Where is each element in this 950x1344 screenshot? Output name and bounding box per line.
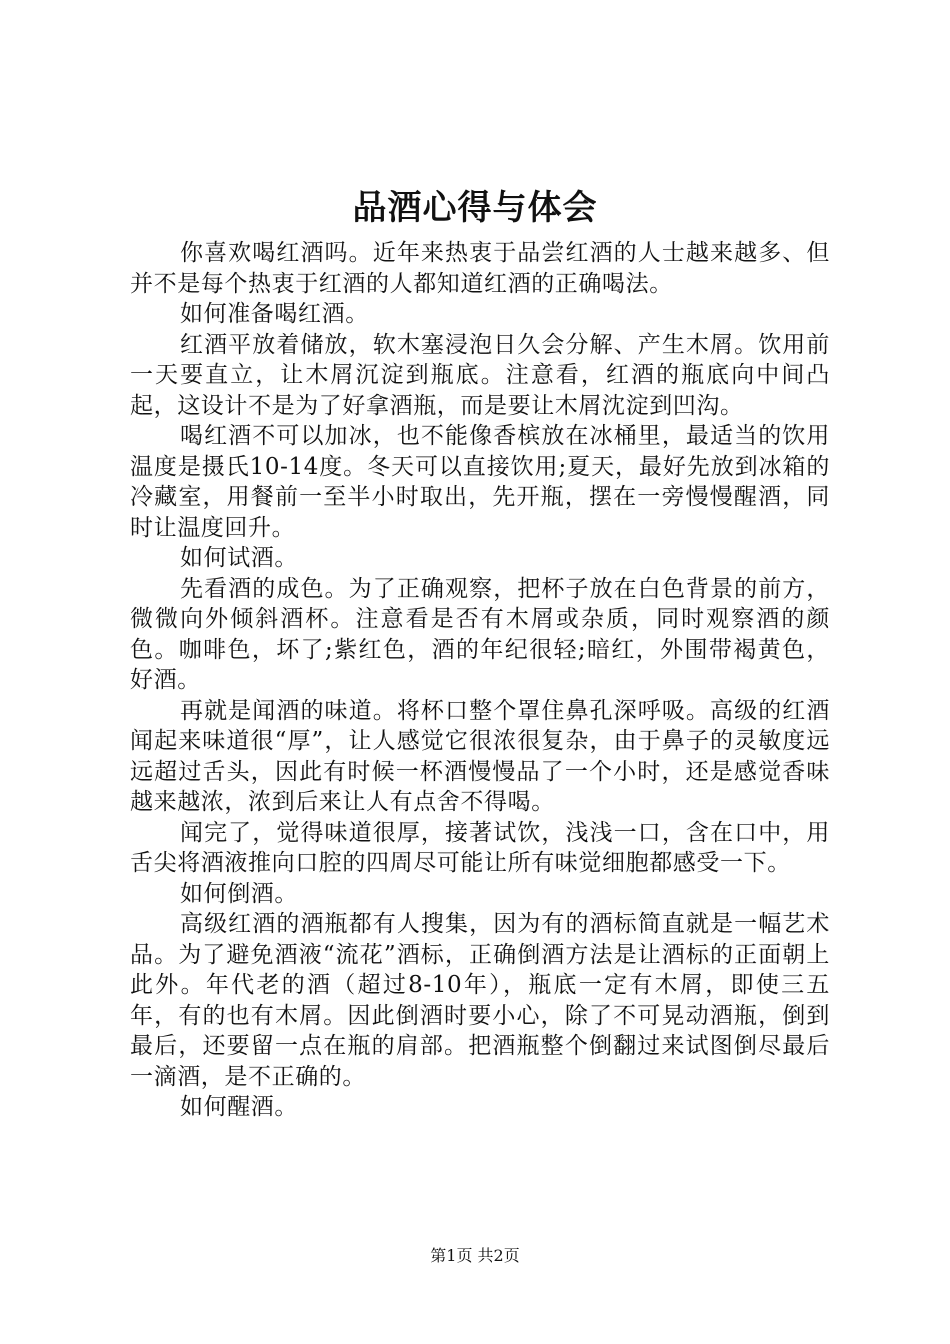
paragraph: 你喜欢喝红酒吗。近年来热衷于品尝红酒的人士越来越多、但并不是每个热衷于红酒的人都知道红酒的正确喝法。 [130,240,830,297]
page-footer: 第1页 共2页 [430,1246,520,1265]
section-heading: 如何倒酒。 [180,880,298,907]
paragraph: 闻完了，觉得味道很厚，接著试饮，浅浅一口，含在口中，用舌尖将酒液推向口腔的四周尽可能让所有味觉细胞都感受一下。 [130,819,830,876]
document-title: 品酒心得与体会 [352,188,598,228]
paragraph: 高级红酒的酒瓶都有人搜集，因为有的酒标简直就是一幅艺术品。为了避免酒液“流花”酒标，正确倒酒方法是让酒标的正面朝上此外。年代老的酒（超过8-10年），瓶底一定有木屑，即使三五年，有的也有木屑。因此倒酒时要小心，除了不可晃动酒瓶，倒到最后，还要留一点在瓶的肩部。把酒瓶整个倒翻过来试图倒尽最后一滴酒，是不正确的。 [130,911,830,1090]
paragraph: 再就是闻酒的味道。将杯口整个罩住鼻孔深呼吸。高级的红酒闻起来味道很“厚”，让人感觉它很浓很复杂，由于鼻子的灵敏度远远超过舌头，因此有时候一杯酒慢慢品了一个小时，还是感觉香味越来越浓，浓到后来让人有点舍不得喝。 [130,697,830,815]
section-heading: 如何试酒。 [180,545,298,571]
paragraph: 先看酒的成色。为了正确观察，把杯子放在白色背景的前方，微微向外倾斜酒杯。注意看是否有木屑或杂质，同时观察酒的颜色。咖啡色，坏了;紫红色，酒的年纪很轻;暗红，外围带褐黄色，好酒。 [130,575,830,693]
section-heading: 如何醒酒。 [180,1094,298,1120]
section-heading: 如何准备喝红酒。 [180,301,369,327]
paragraph: 红酒平放着储放，软木塞浸泡日久会分解、产生木屑。饮用前一天要直立，让木屑沉淀到瓶底。注意看，红酒的瓶底向中间凸起，这设计不是为了好拿酒瓶，而是要让木屑沈淀到凹沟。 [130,331,830,419]
document-body [130,238,830,1123]
paragraph: 喝红酒不可以加冰，也不能像香槟放在冰桶里，最适当的饮用温度是摄氏10-14度。冬天可以直接饮用;夏天，最好先放到冰箱的冷藏室，用餐前一至半小时取出，先开瓶，摆在一旁慢慢醒酒，同时让温度回升。 [130,423,830,541]
